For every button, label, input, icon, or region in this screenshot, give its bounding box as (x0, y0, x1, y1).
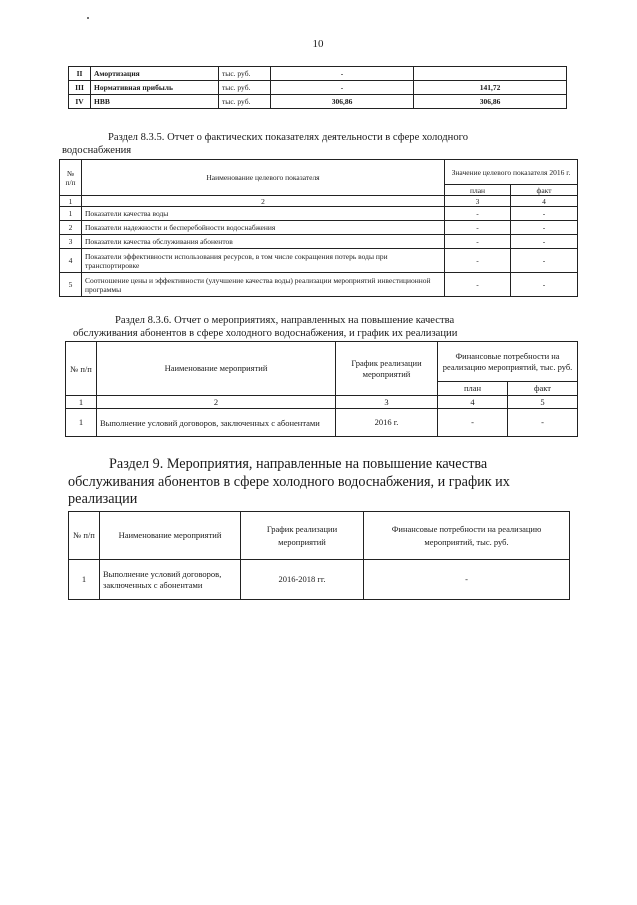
row-plan: - (445, 221, 511, 235)
row-num: 1 (69, 560, 100, 600)
table-row (69, 67, 567, 81)
index-cell: 3 (445, 196, 511, 207)
index-cell: 2 (97, 396, 336, 409)
row-fact: - (511, 221, 578, 235)
row-name: Выполнение условий договоров, заключенных с абонентами (97, 409, 336, 437)
section-9-title-line3: реализации (68, 491, 138, 507)
index-cell: 3 (336, 396, 438, 409)
header-plan: план (445, 185, 511, 196)
header-finance: Финансовые потребности на реализацию мероприятий, тыс. руб. (438, 342, 578, 382)
section-836-title-line1: Раздел 8.3.6. Отчет о мероприятиях, направленных на повышение качества (115, 315, 455, 326)
section-836-title (73, 314, 565, 340)
row-name: Амортизация (91, 67, 219, 81)
row-unit: тыс. руб. (219, 95, 271, 109)
header-fact: факт (511, 185, 578, 196)
index-cell: 4 (438, 396, 508, 409)
row-plan: - (445, 235, 511, 249)
table-row (69, 95, 567, 109)
row-name: Выполнение условий договоров, заключенных с абонентами (100, 560, 241, 600)
header-value: Значение целевого показателя 2016 г. (445, 160, 578, 185)
row-fact: - (511, 235, 578, 249)
header-fact: факт (508, 382, 578, 396)
index-cell: 1 (66, 396, 97, 409)
row-name: Показатели надежности и бесперебойности водоснабжения (82, 221, 445, 235)
header-schedule: График реализации мероприятий (241, 512, 364, 560)
row-name: Показатели качества обслуживания абонентов (82, 235, 445, 249)
section-9-title (68, 456, 562, 509)
table-row (60, 207, 578, 221)
index-cell: 4 (511, 196, 578, 207)
table-row (60, 249, 578, 273)
section-835-title (62, 131, 566, 157)
row-num: 3 (60, 235, 82, 249)
row-fact: - (508, 409, 578, 437)
row-fact: - (511, 249, 578, 273)
row-plan: - (271, 67, 414, 81)
row-num: 1 (66, 409, 97, 437)
top-table (68, 66, 567, 109)
row-plan: - (445, 207, 511, 221)
row-name: Соотношение цены и эффективности (улучшение качества воды) реализации мероприятий инвестиционной программы (82, 273, 445, 297)
row-plan: - (271, 81, 414, 95)
row-fact (414, 67, 567, 81)
section-835-table (59, 159, 578, 297)
table-row (60, 273, 578, 297)
page-number: 10 (312, 38, 324, 50)
header-schedule: График реализации мероприятий (336, 342, 438, 396)
row-name: Показатели качества воды (82, 207, 445, 221)
table-row (60, 235, 578, 249)
header-num: № п/п (69, 512, 100, 560)
section-9-title-line1: Раздел 9. Мероприятия, направленные на повышение качества (109, 456, 488, 472)
row-plan: 306,86 (271, 95, 414, 109)
section-835-title-line2: водоснабжения (62, 145, 132, 156)
row-num: 2 (60, 221, 82, 235)
header-num: № п/п (66, 342, 97, 396)
index-cell: 1 (60, 196, 82, 207)
index-row (66, 396, 578, 409)
table-row (66, 409, 578, 437)
index-cell: 2 (82, 196, 445, 207)
row-num: III (69, 81, 91, 95)
row-num: 1 (60, 207, 82, 221)
row-name: НВВ (91, 95, 219, 109)
section-836-title-line2: обслуживания абонентов в сфере холодного водоснабжения, и график их реализации (73, 328, 458, 339)
section-9-table (68, 511, 570, 600)
row-finance: - (364, 560, 570, 600)
index-cell: 5 (508, 396, 578, 409)
row-num: II (69, 67, 91, 81)
header-name: Наименование мероприятий (100, 512, 241, 560)
row-schedule: 2016-2018 гг. (241, 560, 364, 600)
row-num: 4 (60, 249, 82, 273)
header-finance: Финансовые потребности на реализацию мероприятий, тыс. руб. (364, 512, 570, 560)
row-fact: 141,72 (414, 81, 567, 95)
row-fact: - (511, 207, 578, 221)
header-plan: план (438, 382, 508, 396)
row-fact: 306,86 (414, 95, 567, 109)
table-row (69, 81, 567, 95)
header-name: Наименование целевого показателя (82, 160, 445, 196)
table-row (69, 560, 570, 600)
index-row (60, 196, 578, 207)
row-fact: - (511, 273, 578, 297)
section-9-title-line2: обслуживания абонентов в сфере холодного водоснабжения, и график их (68, 473, 510, 490)
row-plan: - (438, 409, 508, 437)
row-num: 5 (60, 273, 82, 297)
row-name: Показатели эффективности использования ресурсов, в том числе сокращения потерь воды при транспортировке (82, 249, 445, 273)
section-835-title-line1: Раздел 8.3.5. Отчет о фактических показателях деятельности в сфере холодного (108, 132, 469, 143)
row-plan: - (445, 273, 511, 297)
header-num: № п/п (60, 160, 82, 196)
row-unit: тыс. руб. (219, 81, 271, 95)
section-836-table (65, 341, 578, 437)
row-name: Нормативная прибыль (91, 81, 219, 95)
header-name: Наименование мероприятий (97, 342, 336, 396)
table-row (60, 221, 578, 235)
row-plan: - (445, 249, 511, 273)
row-schedule: 2016 г. (336, 409, 438, 437)
scan-speck (87, 17, 89, 19)
row-unit: тыс. руб. (219, 67, 271, 81)
row-num: IV (69, 95, 91, 109)
